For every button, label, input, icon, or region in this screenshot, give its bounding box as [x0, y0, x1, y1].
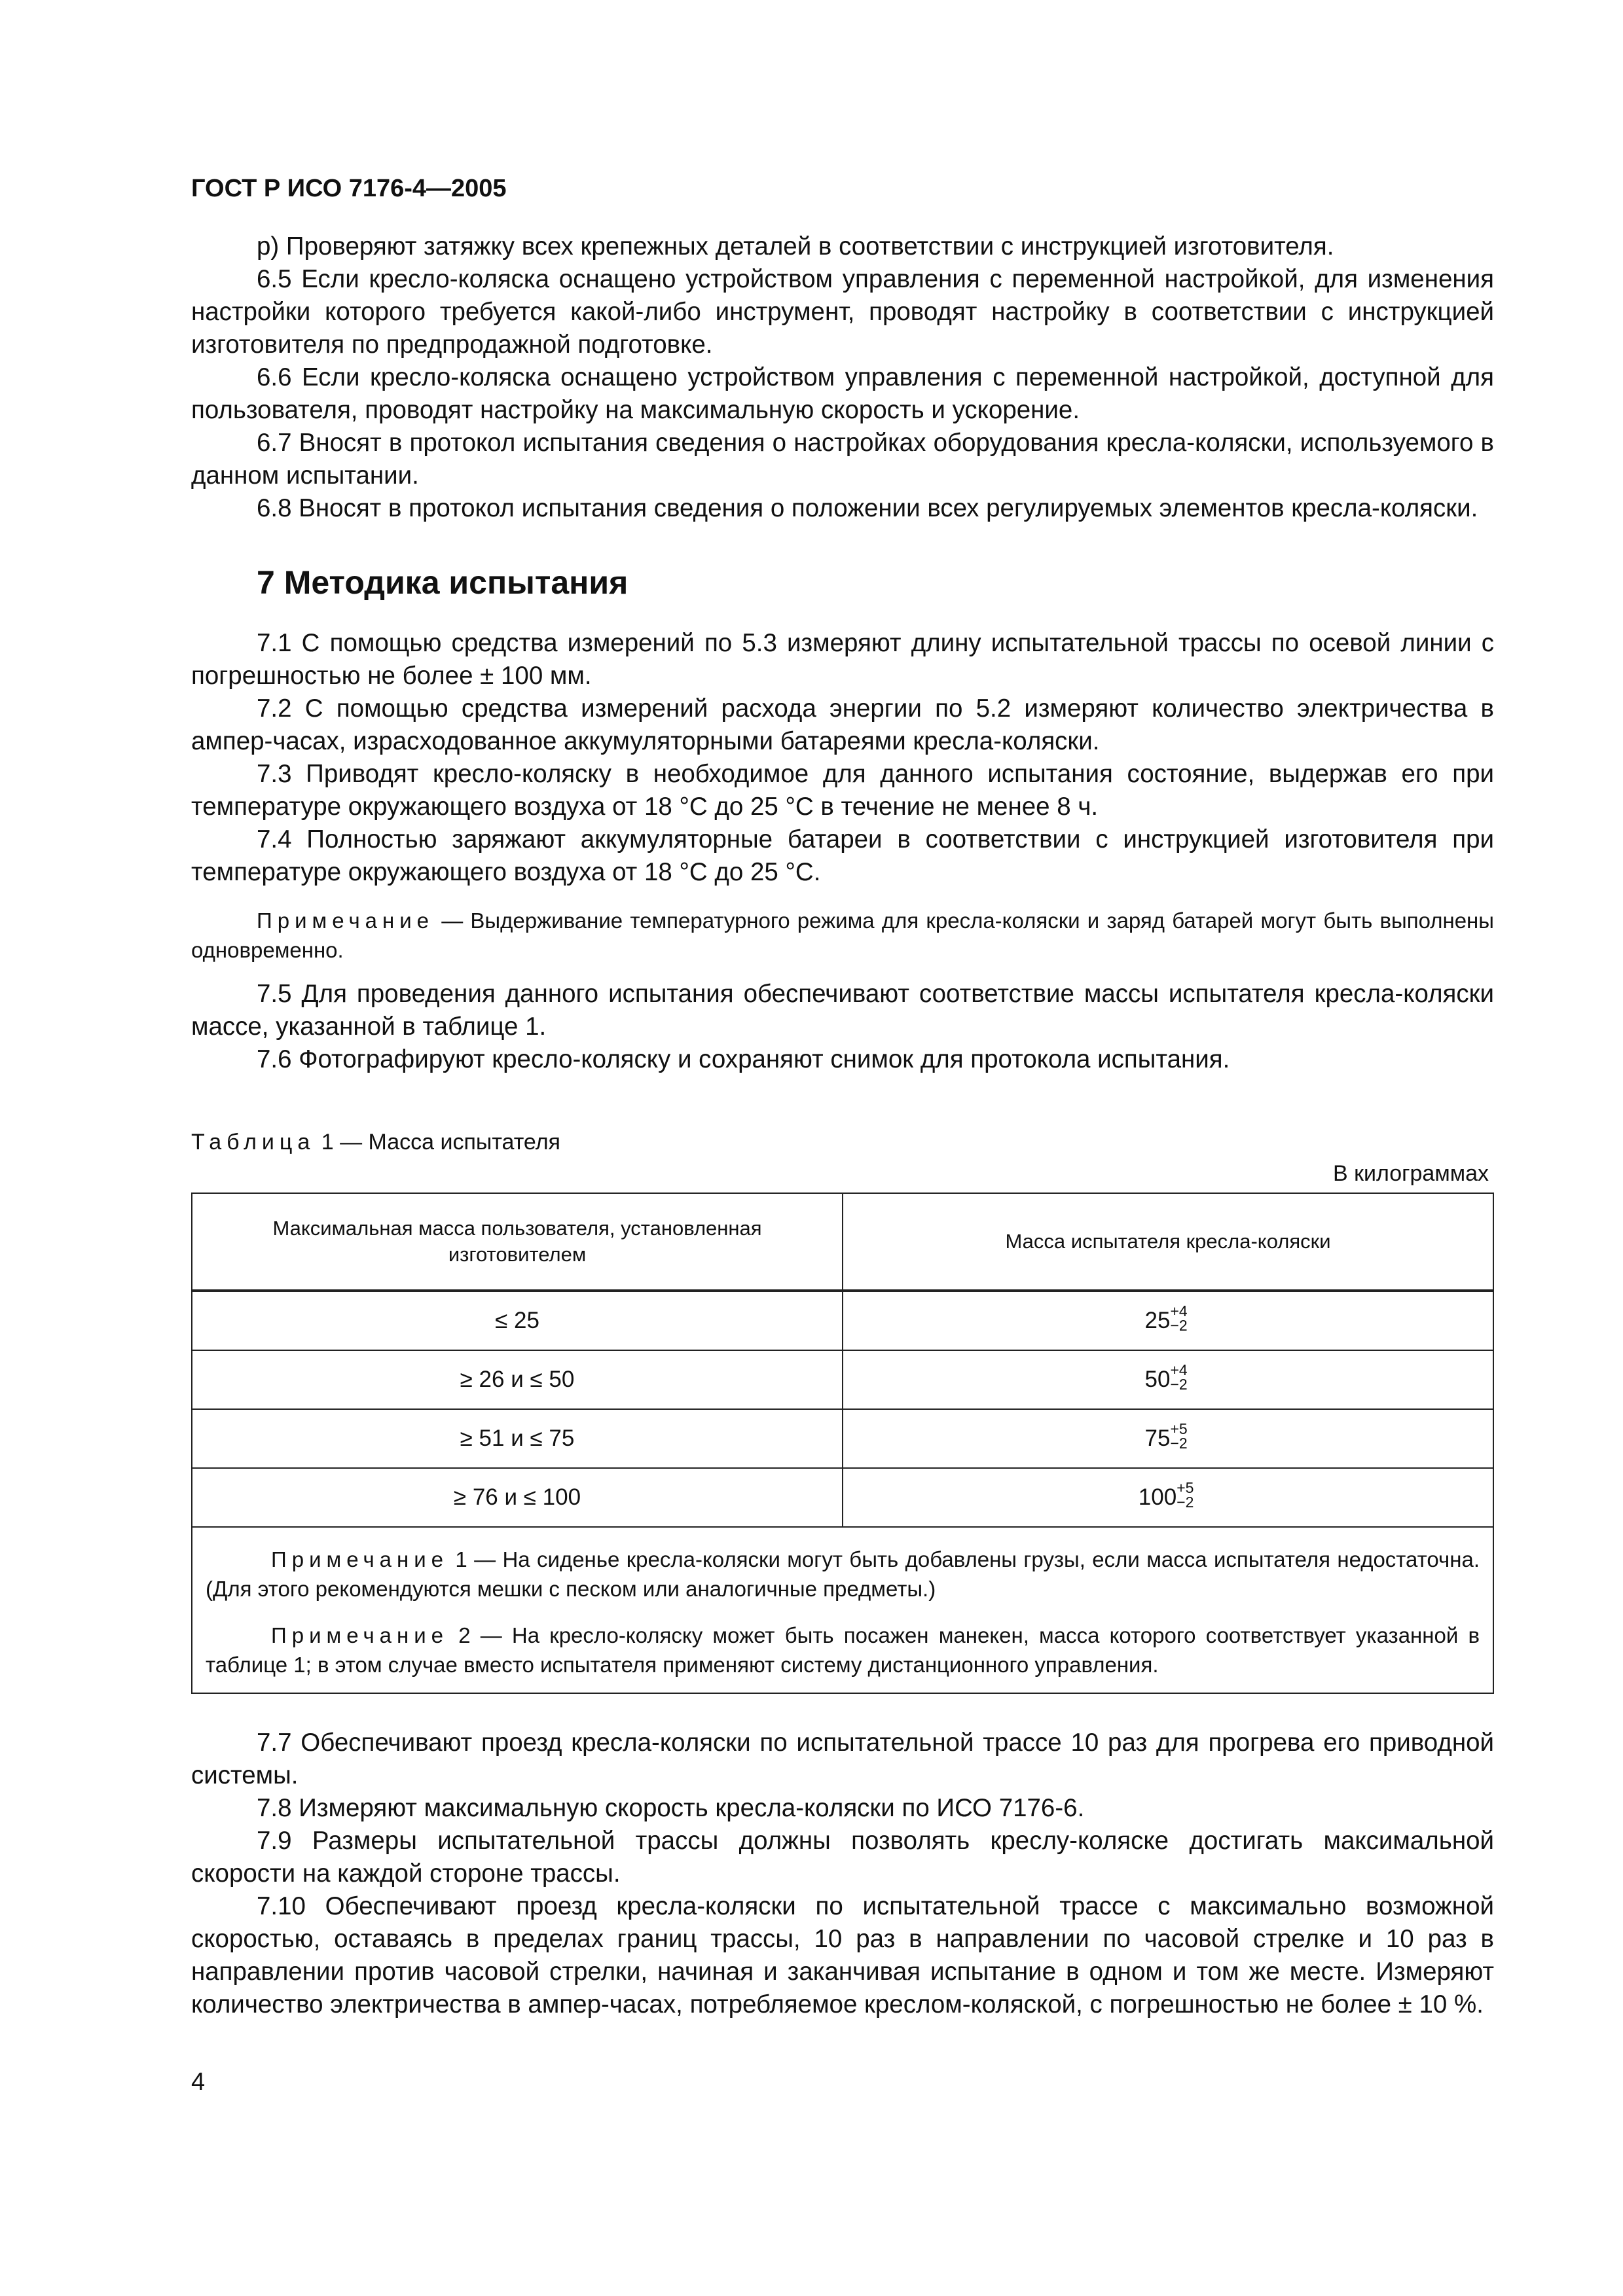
cell-max-mass: ≥ 51 и ≤ 75 [192, 1409, 843, 1468]
mass-value [1138, 1479, 1197, 1511]
mass-table [191, 1193, 1494, 1694]
table-header-row [192, 1193, 1493, 1291]
mass-plus-tolerance: +4 [1170, 1302, 1188, 1319]
paragraph-7-7: 7.7 Обеспечивают проезд кресла-коляски по испытательной трассе 10 раз для прогрева его приводной системы. [191, 1729, 1494, 1789]
column-header-tester-mass: Масса испытателя кресла-коляски [843, 1193, 1493, 1291]
table-note-1-text: 1 — На сиденье кресла-коляски могут быть добавлены грузы, если масса испытателя недостаточна. (Для этого рекомендуются мешки с песком или аналогичные предметы.) [206, 1547, 1480, 1601]
mass-value [1144, 1420, 1192, 1452]
mass-plus-tolerance: +4 [1170, 1361, 1188, 1378]
paragraph-7-1: 7.1 С помощью средства измерений по 5.3 измеряют длину испытательной трассы по осевой линии с погрешностью не более ± 100 мм. [191, 629, 1494, 690]
paragraph-7-4: 7.4 Полностью заряжают аккумуляторные батареи в соответствии с инструкцией изготовителя при температуре окружающего воздуха от 18 °С до 25 °С. [191, 825, 1494, 886]
table-note-2-label: Примечание [271, 1623, 449, 1647]
table-units: В килограммах [1333, 1161, 1489, 1186]
cell-max-mass: ≤ 25 [192, 1291, 843, 1350]
note-temperature [191, 906, 1494, 965]
table-row [192, 1409, 1493, 1468]
mass-plus-tolerance: +5 [1176, 1479, 1194, 1496]
mass-value [1144, 1302, 1192, 1334]
table-caption-label: Таблица [191, 1130, 316, 1155]
mass-base: 100 [1138, 1484, 1177, 1510]
mass-base: 50 [1144, 1367, 1171, 1392]
paragraph-6-5: 6.5 Если кресло-коляска оснащено устройством управления с переменной настройкой, для изменения настройки которого требуется какой-либо инструмент, проводят настройку в соответствии с инструкцией изготовителя по предпродажной подготовке. [191, 265, 1494, 359]
bottom-paragraphs [191, 1727, 1494, 2021]
paragraph-6-8: 6.8 Вносят в протокол испытания сведения о положении всех регулируемых элементов кресла-коляски. [257, 494, 1478, 522]
table-notes [192, 1527, 1493, 1693]
cell-max-mass: ≥ 76 и ≤ 100 [192, 1468, 843, 1527]
paragraph-7-8: 7.8 Измеряют максимальную скорость кресла-коляски по ИСО 7176-6. [257, 1794, 1085, 1822]
mass-plus-tolerance: +5 [1170, 1420, 1188, 1437]
mass-minus-tolerance: −2 [1170, 1376, 1188, 1393]
table-note-1-label: Примечание [271, 1547, 449, 1571]
table-caption-text: 1 — Масса испытателя [315, 1130, 560, 1155]
mass-minus-tolerance: −2 [1170, 1435, 1188, 1452]
mass-minus-tolerance: −2 [1176, 1494, 1194, 1511]
table-row [192, 1291, 1493, 1350]
cell-max-mass: ≥ 26 и ≤ 50 [192, 1350, 843, 1409]
paragraph-6-6: 6.6 Если кресло-коляска оснащено устройством управления с переменной настройкой, доступной для пользователя, проводят настройку на максимальную скорость и ускорение. [191, 363, 1494, 424]
table-note-2-text: 2 — На кресло-коляску может быть посажен манекен, масса которого соответствует указанной в таблице 1; в этом случае вместо испытателя применяют систему дистанционного управления. [206, 1623, 1480, 1677]
table-notes-row [192, 1527, 1493, 1693]
cell-tester-mass [843, 1350, 1493, 1409]
document-header: ГОСТ Р ИСО 7176-4—2005 [191, 175, 507, 202]
paragraph-7-6: 7.6 Фотографируют кресло-коляску и сохраняют снимок для протокола испытания. [257, 1045, 1230, 1073]
table-row [192, 1350, 1493, 1409]
note-text: — Выдерживание температурного режима для кресла-коляски и заряд батарей могут быть выполнены одновременно. [191, 908, 1494, 962]
paragraph-7-10: 7.10 Обеспечивают проезд кресла-коляски по испытательной трассе с максимально возможной скоростью, оставаясь в пределах границ трассы, 10 раз в направлении по часовой стрелке и 10 раз в направлении против часовой стрелки, начиная и заканчивая испытание в одном и том же месте. Измеряют количество электричества в ампер-часах, потребляемое креслом-коляской, с погрешностью не более ± 10 %. [191, 1892, 1494, 2018]
mass-base: 75 [1144, 1426, 1171, 1451]
section-7-heading: 7 Методика испытания [257, 564, 629, 601]
note-label: Примечание [257, 908, 435, 933]
paragraph-7-2: 7.2 С помощью средства измерений расхода энергии по 5.2 измеряют количество электричества в ампер-часах, израсходованное аккумуляторными батареями кресла-коляски. [191, 694, 1494, 755]
paragraph-7-5: 7.5 Для проведения данного испытания обеспечивают соответствие массы испытателя кресла-коляски массе, указанной в таблице 1. [191, 980, 1494, 1041]
cell-tester-mass [843, 1291, 1493, 1350]
table-note-2 [206, 1621, 1480, 1679]
paragraph-7-9: 7.9 Размеры испытательной трассы должны позволять креслу-коляске достигать максимальной скорости на каждой стороне трассы. [191, 1827, 1494, 1888]
page-number: 4 [191, 2068, 206, 2096]
cell-tester-mass [843, 1409, 1493, 1468]
column-header-max-mass: Максимальная масса пользователя, установленная изготовителем [192, 1193, 843, 1291]
cell-tester-mass [843, 1468, 1493, 1527]
table-caption [191, 1128, 1494, 1156]
mass-base: 25 [1144, 1308, 1171, 1333]
mass-minus-tolerance: −2 [1170, 1317, 1188, 1334]
table-note-1 [206, 1545, 1480, 1604]
page-content [191, 171, 1494, 2021]
paragraph-p: р) Проверяют затяжку всех крепежных деталей в соответствии с инструкцией изготовителя. [257, 232, 1334, 260]
mass-value [1144, 1361, 1192, 1393]
paragraph-6-7: 6.7 Вносят в протокол испытания сведения о настройках оборудования кресла-коляски, используемого в данном испытании. [191, 429, 1494, 490]
table-row [192, 1468, 1493, 1527]
paragraph-7-3: 7.3 Приводят кресло-коляску в необходимое для данного испытания состояние, выдержав его при температуре окружающего воздуха от 18 °С до 25 °С в течение не менее 8 ч. [191, 760, 1494, 821]
